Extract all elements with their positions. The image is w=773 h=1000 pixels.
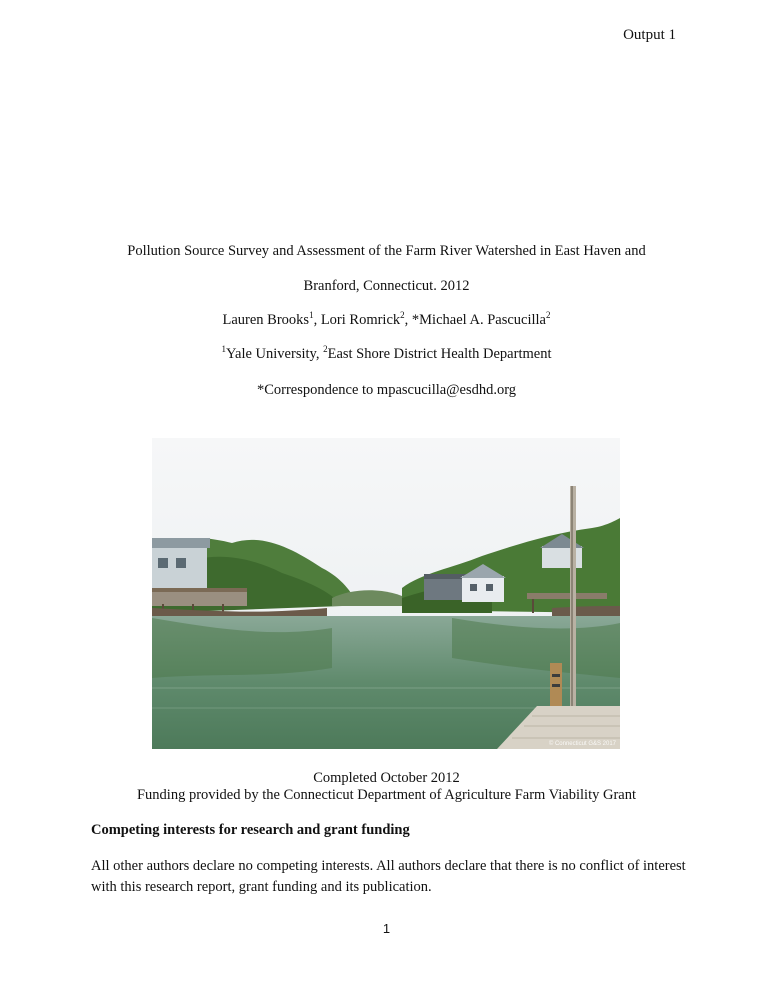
output-label: Output 1 (623, 27, 676, 43)
completed-date: Completed October 2012 (313, 770, 460, 786)
affil-name: Yale University (226, 346, 316, 362)
river-photo (152, 438, 620, 749)
competing-interests-text: All other authors declare no competing interests. All authors declare that there is no conflict of interest with this research report, grant funding and its publication. (91, 858, 686, 895)
author-name: Lori Romrick (320, 312, 401, 328)
affiliation-list (0, 346, 773, 363)
affil-name: East Shore District Health Department (327, 346, 552, 362)
page-number: 1 (382, 921, 391, 936)
author-separator: , (404, 312, 412, 328)
title-line-2: Branford, Connecticut. 2012 (303, 278, 470, 294)
author-list (0, 312, 773, 329)
photo-watermark: © Connecticut G&S 2017 (548, 741, 616, 747)
author-name: *Michael A. Pascucilla (411, 312, 546, 328)
author-name: Lauren Brooks (222, 312, 310, 328)
title-line-1: Pollution Source Survey and Assessment of the Farm River Watershed in East Haven and (127, 243, 646, 259)
affil-sup: 1 (221, 344, 227, 355)
affil-separator: , (315, 346, 324, 362)
correspondence: *Correspondence to mpascucilla@esdhd.org (256, 382, 517, 398)
funding-statement: Funding provided by the Connecticut Department of Agriculture Farm Viability Grant (136, 787, 636, 803)
affil-sup: 2 (323, 344, 328, 355)
author-affil-sup: 2 (546, 310, 551, 321)
author-affil-sup: 2 (400, 310, 405, 321)
author-separator: , (313, 312, 321, 328)
competing-interests-heading: Competing interests for research and grant funding (91, 822, 410, 838)
author-affil-sup: 1 (309, 310, 314, 321)
river-photo-illustration (152, 438, 620, 749)
